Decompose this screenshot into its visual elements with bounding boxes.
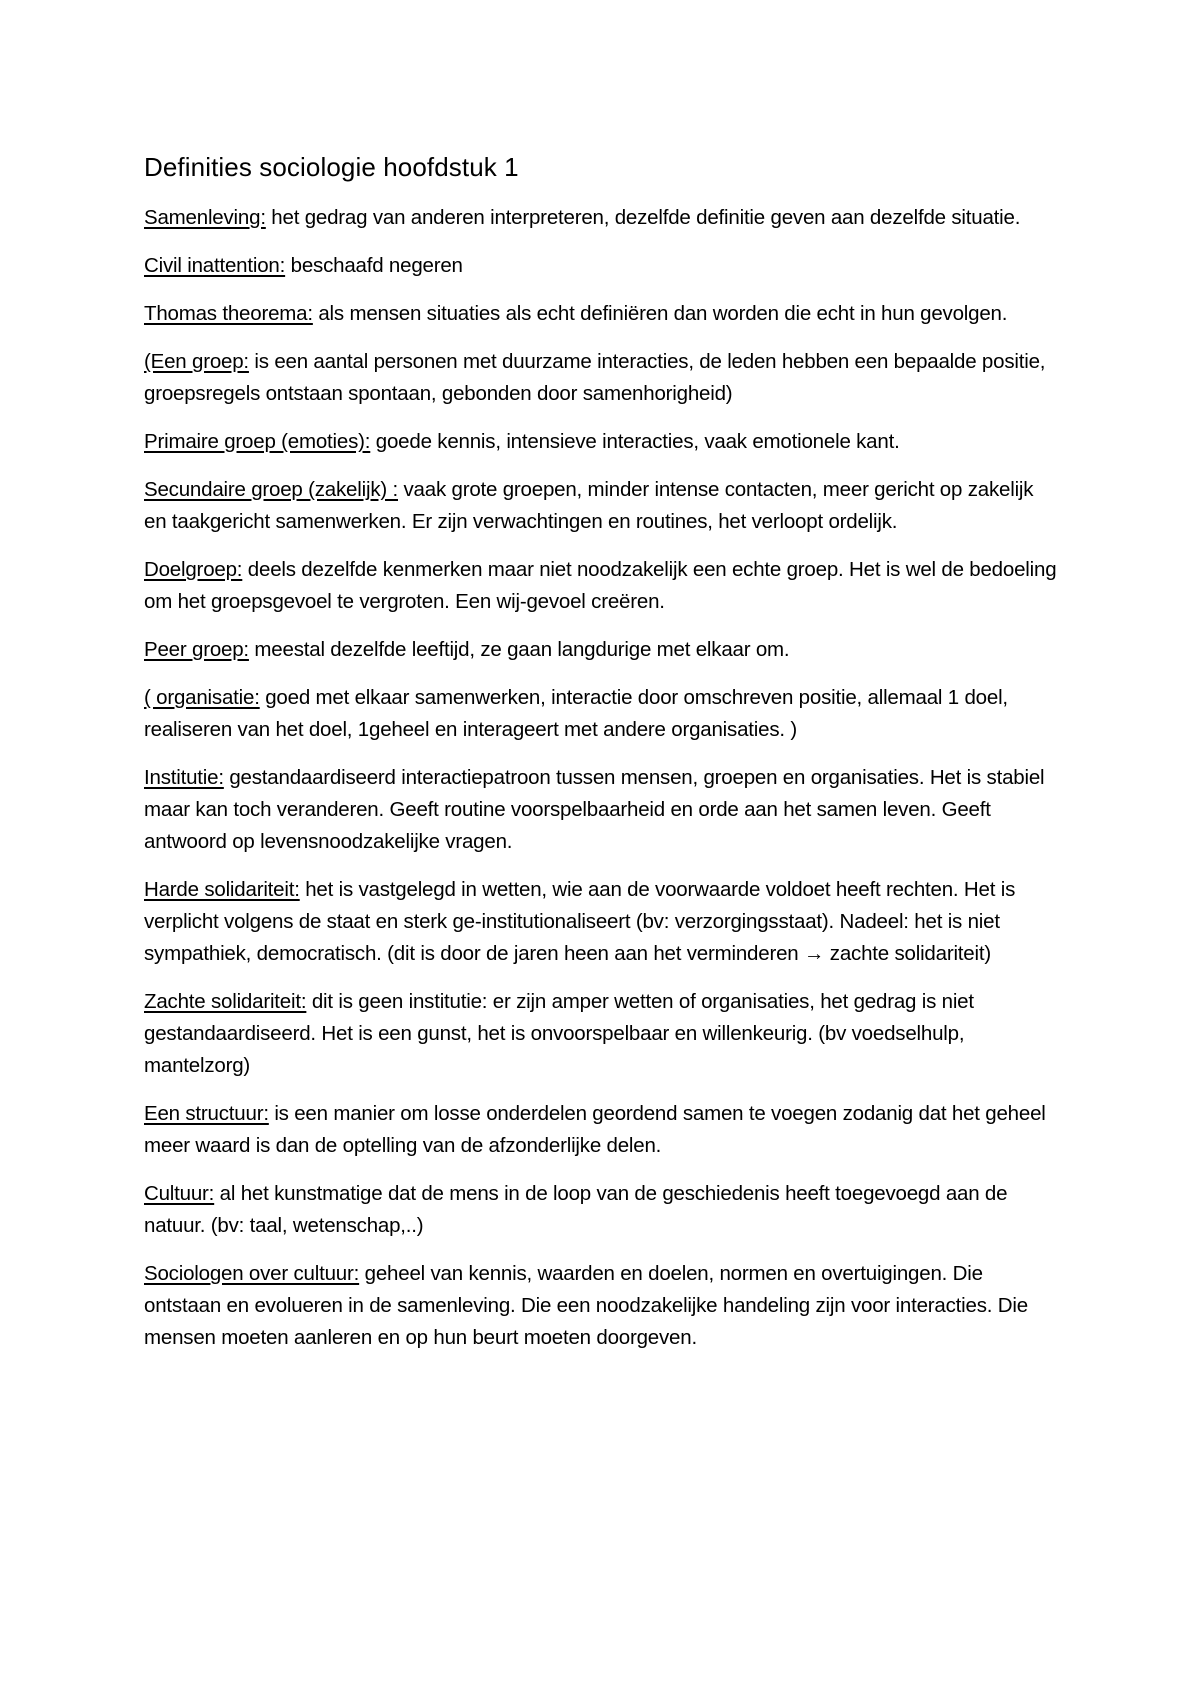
definition-term: Een structuur:	[144, 1102, 269, 1125]
definition-text: goed met elkaar samenwerken, interactie door omschreven positie, allemaal 1 doel, realiseren van het doel, 1geheel en interageert met andere organisaties. )	[144, 686, 1008, 741]
definition-term: Samenleving:	[144, 206, 266, 229]
definition-sociologen-over-cultuur	[144, 1258, 1060, 1354]
document-title: Definities sociologie hoofdstuk 1	[144, 152, 519, 182]
definition-institutie	[144, 762, 1060, 858]
definition-cultuur	[144, 1178, 1060, 1242]
definition-text: al het kunstmatige dat de mens in de loop van de geschiedenis heeft toegevoegd aan de natuur. (bv: taal, wetenschap,..)	[144, 1182, 1008, 1237]
definition-text: meestal dezelfde leeftijd, ze gaan langdurige met elkaar om.	[248, 638, 790, 661]
definition-term: Peer groep:	[144, 638, 249, 661]
definition-text: goede kennis, intensieve interacties, vaak emotionele kant.	[370, 430, 900, 453]
definition-term: ( organisatie:	[144, 686, 260, 709]
definition-een-structuur	[144, 1098, 1060, 1162]
definition-text: geheel van kennis, waarden en doelen, normen en overtuigingen. Die ontstaan en evolueren in de samenleving. Die een noodzakelijke handeling zijn voor interacties. Die mensen moeten aanleren en op hun beurt moeten doorgeven.	[144, 1262, 1028, 1349]
definition-text: is een aantal personen met duurzame interacties, de leden hebben een bepaalde positie, groepsregels ontstaan spontaan, gebonden door samenhorigheid)	[144, 350, 1046, 405]
definition-secundaire-groep	[144, 474, 1060, 538]
definition-term: Primaire groep (emoties):	[144, 430, 371, 453]
definition-zachte-solidariteit	[144, 986, 1060, 1082]
definition-samenleving	[144, 202, 1060, 234]
definition-thomas-theorema	[144, 298, 1060, 330]
definition-text: beschaafd negeren	[285, 254, 463, 277]
definition-text: gestandaardiseerd interactiepatroon tussen mensen, groepen en organisaties. Het is stabiel maar kan toch veranderen. Geeft routine voorspelbaarheid en orde aan het samen leven. Geeft antwoord op levensnoodzakelijke vragen.	[144, 766, 1045, 853]
definition-doelgroep	[144, 554, 1060, 618]
definition-text: deels dezelfde kenmerken maar niet noodzakelijk een echte groep. Het is wel de bedoeling om het groepsgevoel te vergroten. Een wij-gevoel creëren.	[144, 558, 1057, 613]
definition-term: Sociologen over cultuur:	[144, 1262, 360, 1285]
definition-primaire-groep	[144, 426, 1060, 458]
definition-term: Secundaire groep (zakelijk) :	[144, 478, 398, 501]
definition-term: Cultuur:	[144, 1182, 215, 1205]
definition-term: Civil inattention:	[144, 254, 286, 277]
definition-peer-groep	[144, 634, 1060, 666]
definition-organisatie	[144, 682, 1060, 746]
definition-text: dit is geen institutie: er zijn amper wetten of organisaties, het gedrag is niet gestandaardiseerd. Het is een gunst, het is onvoorspelbaar en willenkeurig. (bv voedselhulp, mantelzorg)	[144, 990, 974, 1077]
definition-term: (Een groep:	[144, 350, 249, 373]
definition-term: Thomas theorema:	[144, 302, 313, 325]
definition-term: Institutie:	[144, 766, 224, 789]
definition-term: Harde solidariteit:	[144, 878, 300, 901]
definition-text: het gedrag van anderen interpreteren, dezelfde definitie geven aan dezelfde situatie.	[265, 206, 1021, 229]
definition-text: vaak grote groepen, minder intense contacten, meer gericht op zakelijk en taakgericht samenwerken. Er zijn verwachtingen en routines, het verloopt ordelijk.	[144, 478, 1034, 533]
definition-text: het is vastgelegd in wetten, wie aan de voorwaarde voldoet heeft rechten. Het is verplicht volgens de staat en sterk ge-institutionaliseert (bv: verzorgingsstaat). Nadeel: het is niet sympathiek, democratisch. (dit is door de jaren heen aan het verminderen → zachte solidariteit)	[144, 878, 1016, 965]
definition-text: als mensen situaties als echt definiëren dan worden die echt in hun gevolgen.	[312, 302, 1008, 325]
definition-term: Doelgroep:	[144, 558, 243, 581]
definition-term: Zachte solidariteit:	[144, 990, 307, 1013]
definition-harde-solidariteit	[144, 874, 1060, 970]
definition-civil-inattention	[144, 250, 1060, 282]
definition-text: is een manier om losse onderdelen geordend samen te voegen zodanig dat het geheel meer waard is dan de optelling van de afzonderlijke delen.	[144, 1102, 1046, 1157]
definition-een-groep	[144, 346, 1060, 410]
